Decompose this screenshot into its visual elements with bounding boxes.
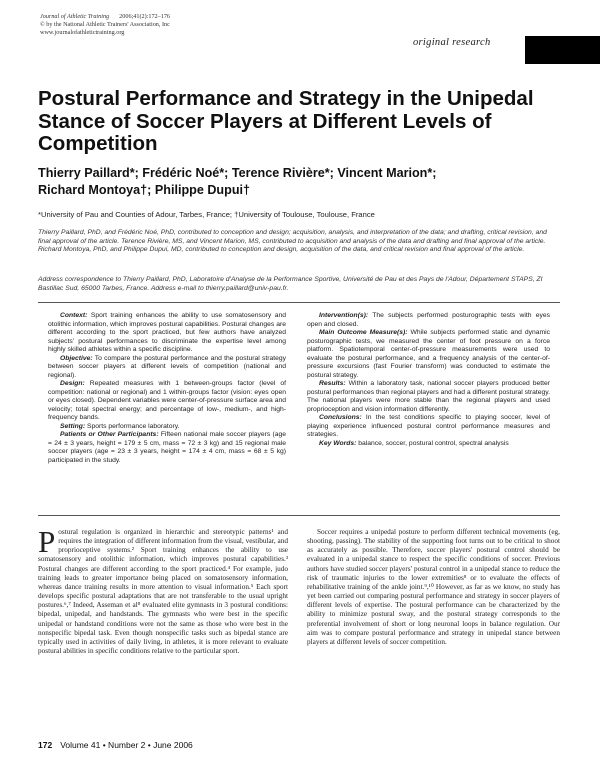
conclusions-label: Conclusions: (319, 414, 362, 421)
abstract-interventions (307, 312, 550, 329)
abstract-left-column (48, 312, 286, 465)
intro-text-1: ostural regulation is organized in hierarchic and stereotypic patterns¹ and requires the integration of different information from the visual, vestibular, and proprioceptive systems.² Sport training enhances the ability to use somatosensory and otolithic information, which improves postural capabilities.³ Postural changes are different according to the sport practiced.⁴ For example, judo training leads to greater importance being placed on somatosensory information, whereas dance training results in more attention to visual information.⁵ Each sport develops specific postural adaptations that are not transferable to the usual upright postures.⁶,⁷ Indeed, Asseman et al⁸ evaluated elite gymnasts in 3 postural conditions: bipedal, unipedal, and handstands. The gymnasts who were best in the specific unipedal or handstand conditions were not the same as those who were best in the nonspecific bipedal task. Even though nonspecific tasks such as bipedal stance are typically used in activities of daily living, in athletes, it is more relevant to evaluate postural abilities in specific conditions relative to the particular sport. (38, 528, 288, 656)
author-line-1: Thierry Paillard*; Frédéric Noé*; Terence Rivière*; Vincent Marion*; (38, 166, 437, 180)
page-footer (38, 740, 193, 750)
design-text: Repeated measures with 1 between-groups factor (level of competition: national or regional) and 1 within-groups factor (vision: eyes open or eyes closed). Dependent variables were center-of-pressure surface area and velocity; total spectral energy; and percentage of low-, medium-, and high-frequency bands. (48, 380, 286, 421)
affiliations: *University of Pau and Counties of Adour, Tarbes, France; †University of Toulouse, Toulouse, France (38, 210, 375, 219)
abstract-keywords (307, 440, 550, 449)
intro-paragraph-2: Soccer requires a unipedal posture to perform different technical movements (eg, shooting, passing). The stability of the supporting foot turns out to be critical to shoot as accurately as possible. Therefore, soccer players' postural control should be evaluated in a unipedal stance to respect the specific conditions of soccer. Previous authors have studied soccer players' postural control in a unipedal stance to reduce the risk of traumatic injuries to the lower extremities⁸ or to evaluate the effects of rehabilitative training of the ankle joint.⁹,¹⁰ However, as far as we know, no study has yet been carried out comparing postural performance and strategy in soccer players of different levels of expertise. The postural performance can be characterized by the ability to minimize postural sway, and the postural strategy corresponds to the preferential involvement of short or long neuronal loops in balance regulation. Our aim was to compare postural performance and strategy in unipedal stance between players at different levels of soccer competition. (307, 528, 560, 646)
outcome-label: Main Outcome Measure(s): (319, 329, 408, 336)
design-label: Design: (60, 380, 85, 387)
keywords-text: balance, soccer, postural control, spectral analysis (358, 439, 509, 447)
abstract-context (48, 312, 286, 355)
setting-text: Sports performance laboratory. (87, 422, 180, 430)
patients-label: Patients or Other Participants: (60, 431, 159, 438)
abstract-right-column (307, 312, 550, 448)
author-contributions: Thierry Paillard, PhD, and Frédéric Noé, PhD, contributed to conception and design; acquisition, analysis, and interpretation of the data; and drafting, critical revision, and final approval of the article. Terence Rivière, MS, and Vincent Marion, MS, contributed to acquisition and analysis of the data and drafting and final approval of the article. Richard Montoya, PhD, and Philippe Dupui, MD, contributed to conception and design, acquisition of the data, and critical revision and final approval of the article. (38, 229, 547, 254)
issue-info: Volume 41 • Number 2 • June 2006 (60, 740, 193, 750)
journal-header (40, 13, 520, 37)
context-text: Sport training enhances the ability to use somatosensory and otolithic information, which improves postural capabilities. Postural changes are different according to the sport practiced, but few authors have analyzed subjects' postural performances to discriminate the expertise level among highly skilled athletes within a specific discipline. (48, 312, 286, 353)
outcome-text: While subjects performed static and dynamic posturographic tests, we measured the center of foot pressure on a force platform. Spatiotemporal center-of-pressure measurements were used to evaluate the postural performance, and a frequency analysis of the center-of-pressure excursions (fast Fourier transform) was conducted to estimate the postural strategy. (307, 329, 550, 379)
keywords-label: Key Words: (319, 439, 357, 447)
article-type-tag: original research (413, 37, 491, 48)
abstract-results (307, 380, 550, 414)
abstract-conclusions (307, 414, 550, 440)
abstract-patients (48, 431, 286, 465)
page-number: 172 (38, 740, 53, 750)
journal-line (40, 13, 520, 21)
drop-cap: P (38, 524, 56, 559)
objective-text: To compare the postural performance and the postural strategy between soccer players at different levels of competition (national and regional). (48, 354, 286, 379)
results-label: Results: (319, 380, 346, 387)
body-right-column (307, 528, 560, 647)
context-label: Context: (60, 312, 88, 319)
copyright-line: © by the National Athletic Trainers' Association, Inc (40, 21, 170, 28)
abstract-setting (48, 423, 286, 432)
abstract-design (48, 380, 286, 423)
abstract-divider (38, 515, 560, 516)
interventions-text: The subjects performed posturographic tests with eyes open and closed. (307, 312, 550, 328)
top-divider (38, 302, 560, 303)
interventions-label: Intervention(s): (319, 312, 369, 319)
journal-citation: 2006;41(2):172–176 (119, 13, 171, 20)
objective-label: Objective: (60, 354, 93, 362)
results-text: Within a laboratory task, national soccer players produced better postural performances than regional players and had a different postural strategy. The national players were more stable than the regional players and used proprioception and vision information differently. (307, 380, 550, 413)
journal-name: Journal of Athletic Training (40, 13, 110, 20)
correspondence-address: Address correspondence to Thierry Paillard, PhD, Laboratoire d'Analyse de la Performance Sportive, Université de Pau et des Pays de l'Adour, Département STAPS, ZI Bastillac Sud, 65000 Tarbes, France. Address e-mail to thierry.paillard@univ-pau.fr. (38, 276, 543, 292)
website-line: www.journalofathletictraining.org (40, 29, 125, 36)
author-line-2: Richard Montoya†; Philippe Dupui† (38, 183, 251, 197)
author-list (38, 165, 558, 199)
abstract-objective (48, 355, 286, 381)
patients-text: Fifteen national male soccer players (age = 24 ± 3 years, height = 179 ± 5 cm, mass = 72 ± 3 kg) and 15 regional male soccer players (age = 23 ± 3 years, height = 174 ± 4 cm, mass = 68 ± 5 kg) participated in the study. (48, 431, 286, 464)
intro-paragraph-1 (38, 524, 288, 656)
setting-label: Setting: (60, 422, 86, 430)
conclusions-text: In the test conditions specific to playing soccer, level of playing experience influenced postural control performance measures and strategies. (307, 414, 550, 438)
abstract-outcome (307, 329, 550, 380)
body-left-column (38, 524, 288, 656)
header-black-bar (525, 36, 600, 64)
article-title: Postural Performance and Strategy in the Unipedal Stance of Soccer Players at Different Levels of Competition (38, 87, 534, 155)
